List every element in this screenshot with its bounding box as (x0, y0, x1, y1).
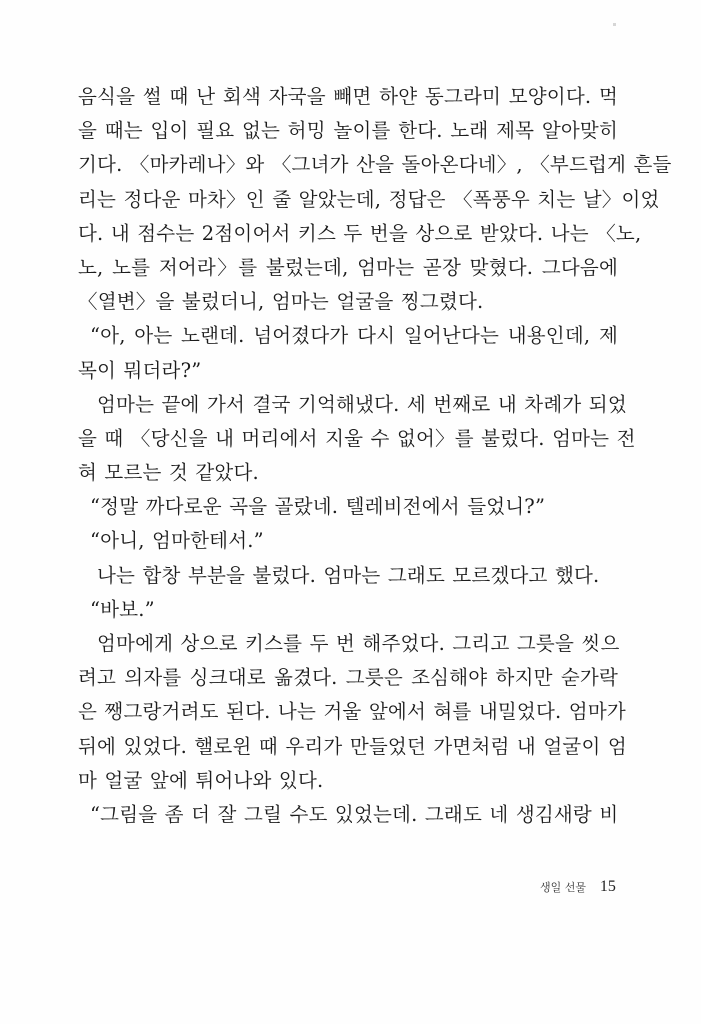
text-line: 혀 모르는 것 같았다. (78, 461, 259, 485)
text-line: 음식을 썰 때 난 회색 자국을 빼면 하얀 동그라미 모양이다. 먹 (78, 85, 618, 108)
text-line: “아니, 엄마한테서.” (90, 529, 264, 553)
page-number: 15 (599, 878, 616, 895)
text-line: 다. 내 점수는 2점이어서 키스 두 번을 상으로 받았다. 나는 〈노, (78, 221, 642, 245)
text-line: 은 쨍그랑거려도 된다. 나는 거울 앞에서 혀를 내밀었다. 엄마가 (78, 700, 626, 724)
text-line: 뒤에 있었다. 핼로윈 때 우리가 만들었던 가면처럼 내 얼굴이 엄 (78, 734, 627, 758)
text-line: 마 얼굴 앞에 튀어나와 있다. (78, 768, 324, 792)
text-line: “아, 아는 노랜데. 넘어졌다가 다시 일어난다는 내용인데, 제 (90, 324, 618, 348)
text-line: 〈열변〉을 불렀더니, 엄마는 얼굴을 찡그렸다. (78, 290, 484, 314)
text-line: 리는 정다운 마차〉인 줄 알았는데, 정답은 〈폭풍우 치는 날〉이었 (78, 187, 660, 211)
text-line: 을 때 〈당신을 내 머리에서 지울 수 없어〉를 불렀다. 엄마는 전 (78, 426, 636, 450)
text-line: “그림을 좀 더 잘 그릴 수도 있었는데. 그래도 네 생김새랑 비 (90, 802, 619, 826)
text-line: “정말 까다로운 곡을 골랐네. 텔레비전에서 들었니?” (90, 495, 546, 519)
text-line: “바보.” (90, 597, 155, 621)
text-line: 목이 뭐더라?” (78, 358, 202, 382)
text-line: 노, 노를 저어라〉를 불렀는데, 엄마는 곧장 맞혔다. 그다음에 (78, 255, 618, 279)
text-line: 엄마에게 상으로 키스를 두 번 해주었다. 그리고 그릇을 씻으 (97, 632, 620, 655)
body-text (78, 80, 672, 832)
text-line: 나는 합창 부분을 불렀다. 엄마는 그래도 모르겠다고 했다. (97, 563, 600, 587)
running-chapter-title: 생일 선물 (540, 881, 587, 894)
text-line: 을 때는 입이 필요 없는 허밍 놀이를 한다. 노래 제목 알아맞히 (78, 119, 618, 143)
text-line: 엄마는 끝에 가서 결국 기억해냈다. 세 번째로 내 차례가 되었 (97, 392, 627, 416)
scan-speck (613, 23, 616, 26)
text-line: 려고 의자를 싱크대로 옮겼다. 그릇은 조심해야 하지만 숟가락 (78, 666, 618, 690)
page-footer (540, 878, 616, 896)
text-line: 기다. 〈마카레나〉와 〈그녀가 산을 돌아온다네〉, 〈부드럽게 흔들 (78, 153, 672, 177)
